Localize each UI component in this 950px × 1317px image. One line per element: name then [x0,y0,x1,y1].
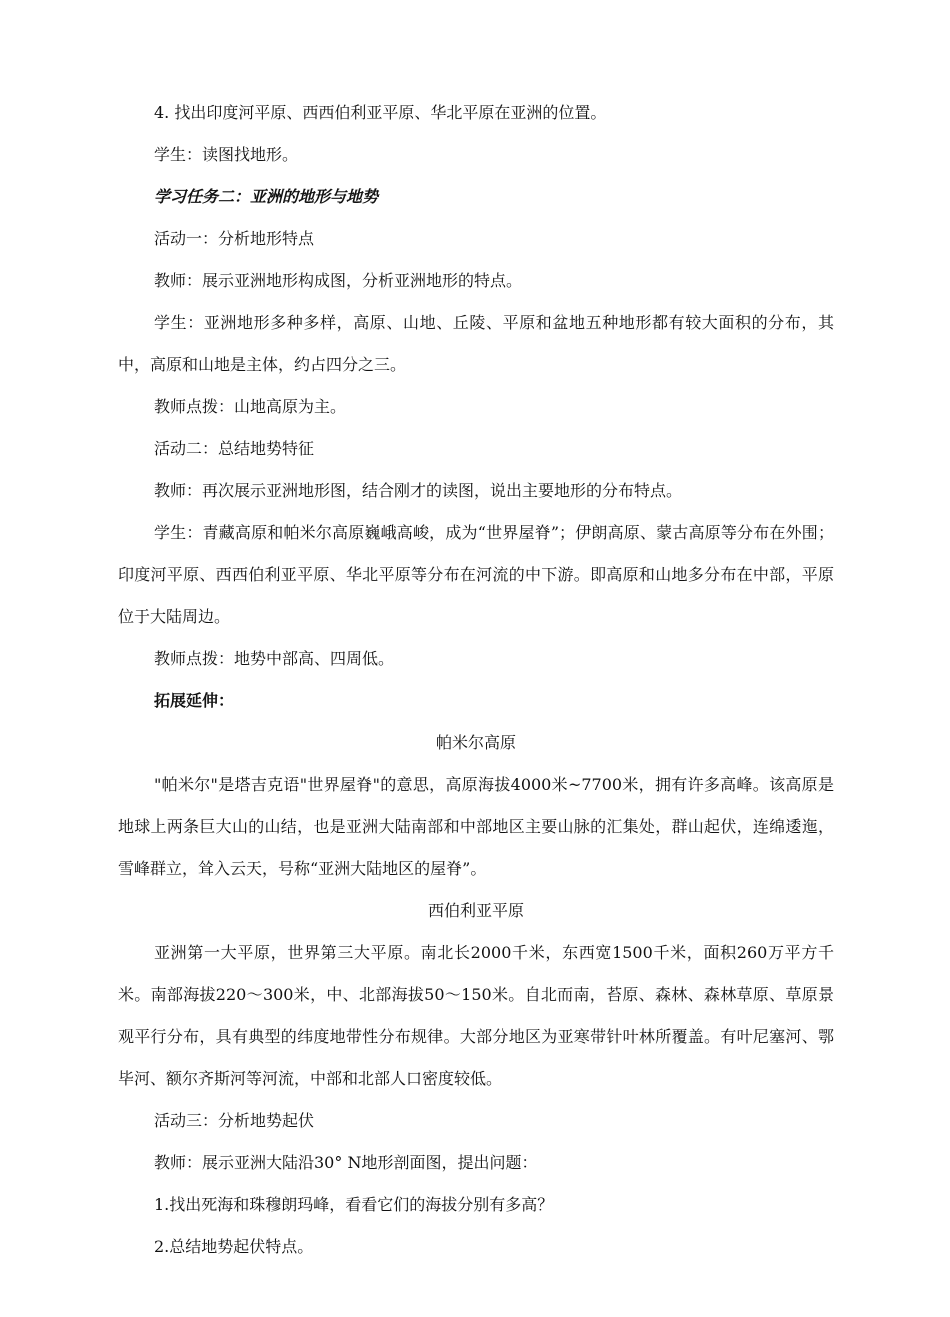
question-1: 1.找出死海和珠穆朗玛峰，看看它们的海拔分别有多高？ [154,1195,554,1214]
section-heading-task-2: 学习任务二：亚洲的地形与地势 [154,187,379,206]
question-2: 2.总结地势起伏特点。 [154,1237,314,1256]
teacher-tip-elevation: 教师点拨：地势中部高、四周低。 [154,649,395,668]
pamir-title: 帕米尔高原 [435,733,516,752]
document-page [118,92,834,1268]
teacher-show-terrain-chart: 教师：展示亚洲地形构成图，分析亚洲地形的特点。 [154,271,523,290]
teacher-show-terrain-map: 教师：再次展示亚洲地形图，结合刚才的读图，说出主要地形的分布特点。 [154,481,683,500]
activity-2-title: 活动二：总结地势特征 [154,439,315,458]
pamir-description: "帕米尔"是塔吉克语"世界屋脊"的意思，高原海拔4000米~7700米，拥有许多高峰。该高原是地球上两条巨大山的山结，也是亚洲大陆南部和中部地区主要山脉的汇集处，群山起伏，连绵逶迤，雪峰群立，耸入云天，号称“亚洲大陆地区的屋脊”。 [118,775,834,878]
task-4-find-plains: 4. 找出印度河平原、西西伯利亚平原、华北平原在亚洲的位置。 [154,103,607,122]
student-read-map: 学生：读图找地形。 [154,145,299,164]
teacher-show-profile: 教师：展示亚洲大陆沿30° N地形剖面图，提出问题： [154,1153,538,1172]
teacher-tip-mountains: 教师点拨：山地高原为主。 [154,397,347,416]
extension-heading: 拓展延伸： [154,691,235,710]
student-terrain-answer: 学生：亚洲地形多种多样，高原、山地、丘陵、平原和盆地五种地形都有较大面积的分布，其中，高原和山地是主体，约占四分之三。 [118,313,834,374]
activity-1-title: 活动一：分析地形特点 [154,229,315,248]
siberia-title: 西伯利亚平原 [427,901,524,920]
student-distribution-answer: 学生：青藏高原和帕米尔高原巍峨高峻，成为“世界屋脊”；伊朗高原、蒙古高原等分布在外围；印度河平原、西西伯利亚平原、华北平原等分布在河流的中下游。即高原和山地多分布在中部，平原位于大陆周边。 [118,523,834,626]
siberia-description: 亚洲第一大平原，世界第三大平原。南北长2000千米，东西宽1500千米，面积260万平方千米。南部海拔220～300米，中、北部海拔50～150米。自北而南，苔原、森林、森林草原、草原景观平行分布，具有典型的纬度地带性分布规律。大部分地区为亚寒带针叶林所覆盖。有叶尼塞河、鄂毕河、额尔齐斯河等河流，中部和北部人口密度较低。 [118,943,834,1088]
activity-3-title: 活动三：分析地势起伏 [154,1111,315,1130]
